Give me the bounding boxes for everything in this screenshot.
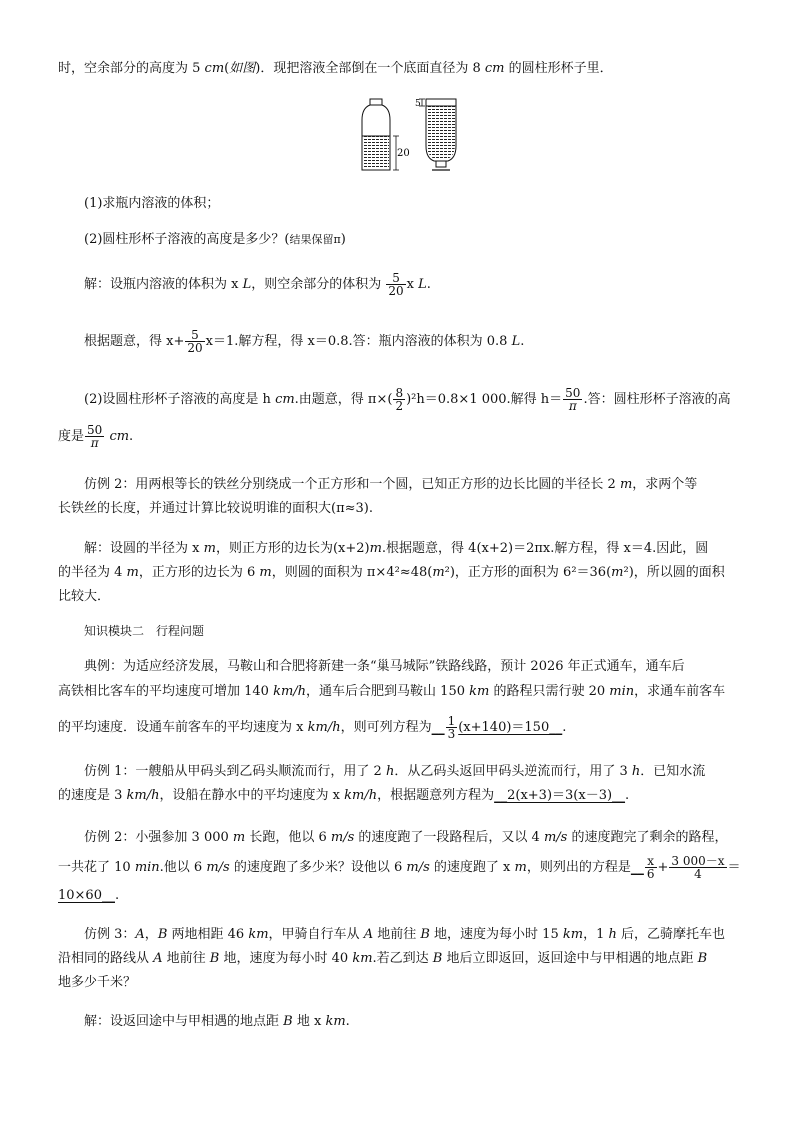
text: ， [144, 927, 158, 942]
text: ，则圆的面积为 π×4²≈48( [271, 565, 433, 580]
text: B [209, 951, 220, 966]
text: B [283, 1014, 293, 1029]
text: ．已知水流 [640, 764, 706, 779]
label-5: 5 [415, 99, 421, 109]
unit: cm [275, 392, 295, 407]
question-1: (1)求瓶内溶液的体积； [84, 196, 220, 211]
unit: km [469, 684, 490, 699]
text: ，甲骑自行车从 [268, 927, 364, 942]
text: A [135, 927, 145, 942]
text: 长跑，他以 6 [245, 830, 331, 845]
unit: L [511, 334, 521, 349]
unit: h [608, 927, 617, 942]
text: ，则可列方程为 [340, 720, 432, 735]
bottle-figure [352, 96, 470, 178]
fraction [563, 387, 582, 412]
text: 根据题意，得 x+ [84, 334, 185, 349]
intro-line [58, 60, 613, 78]
text: 如图 [229, 61, 256, 76]
text: .他以 6 [159, 860, 207, 875]
text: . [114, 888, 120, 903]
solution-line-3 [84, 387, 731, 412]
unit: m [259, 565, 272, 580]
question-2 [84, 231, 346, 249]
travel-example3-line-2 [58, 950, 707, 968]
unit: km [562, 927, 584, 942]
typical-example-line-2 [58, 683, 725, 701]
denominator: 4 [694, 867, 702, 881]
text: 的半径为 4 [58, 565, 127, 580]
text: ( [224, 61, 230, 76]
travel-example3-line-1 [84, 926, 725, 944]
numerator: 5 [185, 329, 204, 342]
answer-blank: __ [431, 720, 445, 735]
unit: km/h [273, 684, 307, 699]
text: 结果保留π [289, 233, 341, 246]
unit: cm [109, 429, 130, 444]
unit: L [242, 277, 252, 292]
text: 两地相距 46 [167, 927, 249, 942]
text: .根据题意，得 4(x+2)＝2πx.解方程，得 x＝4.因此，圆 [381, 541, 709, 556]
text: 时，空余部分的高度为 5 [58, 61, 205, 76]
text: 的速度跑了 x [429, 860, 515, 875]
answer-blank: __2(x+3)＝3(x－3)__ [494, 788, 626, 803]
numerator: x [645, 855, 657, 868]
text: .答：圆柱形杯子溶液的高 [583, 392, 731, 407]
unit: m [619, 477, 633, 492]
unit: m [232, 830, 246, 845]
text: . [426, 277, 431, 292]
bottle-inverted [426, 99, 456, 170]
numerator: 1 [447, 714, 456, 728]
travel-example3-solution [84, 1013, 350, 1031]
text: ，求两个等 [632, 477, 698, 492]
fraction [669, 855, 726, 880]
denominator: π [90, 436, 99, 450]
text: 的圆柱形杯子里． [504, 61, 613, 76]
text: 地 x [292, 1014, 326, 1029]
text: ，则列出的方程是 [526, 860, 631, 875]
unit: h [385, 764, 395, 779]
unit: h [631, 764, 641, 779]
text: ²)，正方形的面积为 6²＝36( [444, 565, 612, 580]
text: )²h＝0.8×1 000.解得 h＝ [406, 392, 563, 407]
example2-solution-1 [84, 540, 708, 558]
denominator: 20 [187, 341, 203, 355]
travel-example1-line-2 [58, 787, 629, 805]
text: ，1 [583, 927, 609, 942]
travel-example3-line-3: 地多少千米？ [58, 975, 137, 990]
unit: km/h [344, 788, 378, 803]
example2-line-2: 长铁丝的长度，并通过计算比较说明谁的面积大(π≈3). [58, 501, 373, 516]
text: B [157, 927, 168, 942]
text: 后，乙骑摩托车也 [616, 927, 725, 942]
solution-line-1 [84, 272, 431, 297]
text: 地前往 [373, 927, 421, 942]
unit: L [418, 277, 427, 292]
text: .由题意，得 π×( [294, 392, 393, 407]
numerator: 3 000－x [671, 854, 725, 868]
fraction [645, 855, 657, 880]
text: ．从乙码头返回甲码头逆流而行，用了 3 [394, 764, 632, 779]
unit: cm [484, 61, 505, 76]
unit: m/s [206, 860, 230, 875]
travel-example2-line-1 [84, 829, 727, 847]
text: ) [340, 232, 346, 247]
text: 度是 [58, 429, 85, 444]
text: 解：设瓶内溶液的体积为 x [84, 277, 243, 292]
denominator: 3 [447, 727, 456, 741]
unit: km [352, 951, 373, 966]
text: 地，速度为每小时 15 [429, 927, 563, 942]
text: 解：设圆的半径为 x [84, 541, 204, 556]
text: . [129, 429, 134, 444]
typical-example-line-3 [58, 715, 566, 740]
text: 地前往 [162, 951, 210, 966]
unit: km [325, 1014, 346, 1029]
text: ，则空余部分的体积为 [251, 277, 386, 292]
text: 仿例 3： [84, 927, 136, 942]
label-20: 20 [397, 148, 410, 159]
solution-line-2 [84, 329, 524, 354]
numerator: 50 [87, 423, 103, 437]
denominator: 6 [646, 867, 655, 881]
text: 的速度跑完了剩余的路程， [567, 830, 728, 845]
typical-example-line-1: 典例：为适应经济发展，马鞍山和合肥将新建一条“巢马城际”铁路线路，预计 2026 年正式通车，通车后 [84, 659, 685, 674]
text: ，设船在静水中的平均速度为 x [159, 788, 345, 803]
dimension-5 [415, 99, 425, 109]
text: 的速度跑了多少米？设他以 6 [229, 860, 407, 875]
answer-blank: 10×60__ [58, 888, 115, 903]
text: . [345, 1014, 350, 1029]
travel-example2-line-2 [58, 855, 741, 880]
text: 沿相同的路线从 [58, 951, 154, 966]
travel-example2-line-3 [58, 887, 119, 905]
unit: m [369, 541, 382, 556]
text: ，根据题意列方程为 [377, 788, 495, 803]
denominator: π [568, 399, 577, 413]
fraction [85, 424, 104, 449]
text: x＝1.解方程，得 x＝0.8.答：瓶内溶液的体积为 0.8 [205, 334, 512, 349]
example2-solution-3: 比较大． [58, 589, 111, 604]
text: ，则正方形的边长为(x+2) [215, 541, 370, 556]
text: 的平均速度．设通车前客车的平均速度为 x [58, 720, 308, 735]
text: ，正方形的边长为 6 [138, 565, 260, 580]
text: A [363, 927, 374, 942]
text: 的速度跑了一段路程后，又以 4 [354, 830, 544, 845]
unit: m [203, 541, 216, 556]
text: . [520, 334, 525, 349]
unit: m [514, 860, 527, 875]
text: A [153, 951, 163, 966]
fraction [393, 387, 405, 412]
example2-solution-2 [58, 564, 725, 582]
dimension-20 [393, 136, 410, 170]
text: 地，速度为每小时 40 [219, 951, 353, 966]
unit: km [248, 927, 269, 942]
fraction [185, 329, 204, 354]
numerator: 5 [386, 272, 405, 285]
text: 仿例 2：小强参加 3 000 [84, 830, 233, 845]
denominator: 2 [395, 399, 404, 413]
text: 仿例 1：一艘船从甲码头到乙码头顺流而行，用了 2 [84, 764, 386, 779]
text: x [406, 277, 419, 292]
text: 仿例 2：用两根等长的铁丝分别绕成一个正方形和一个圆，已知正方形的边长比圆的半径长 2 [84, 477, 620, 492]
text: 解：设返回途中与甲相遇的地点距 [84, 1014, 284, 1029]
unit: m [126, 565, 139, 580]
text: ，求通车前客车 [634, 684, 726, 699]
unit: min [134, 860, 160, 875]
text: 的路程只需行驶 20 [489, 684, 610, 699]
text: . [562, 720, 567, 735]
unit: min [609, 684, 635, 699]
text: B [432, 951, 443, 966]
unit: m [611, 565, 624, 580]
unit: km/h [307, 720, 341, 735]
text: (2)圆柱形杯子溶液的高度是多少？( [84, 232, 290, 247]
text: (2)设圆柱形杯子溶液的高度是 h [84, 392, 276, 407]
text: ²)，所以圆的面积 [623, 565, 725, 580]
text: )．现把溶液全部倒在一个底面直径为 8 [255, 61, 485, 76]
unit: m/s [543, 830, 568, 845]
text: 地后立即返回，返回途中与甲相遇的地点距 [442, 951, 698, 966]
fraction [446, 715, 458, 740]
text: .若乙到达 [372, 951, 433, 966]
text: . [625, 788, 630, 803]
text: B [697, 951, 708, 966]
answer-blank: (x+140)＝150__ [458, 720, 563, 735]
text: ＝ [727, 860, 741, 875]
text: 高铁相比客车的平均速度可增加 140 [58, 684, 274, 699]
text: 一共花了 10 [58, 860, 135, 875]
unit: km/h [126, 788, 160, 803]
unit: m/s [406, 860, 430, 875]
solution-line-3b [58, 424, 133, 449]
fraction [386, 272, 405, 297]
unit: cm [204, 61, 225, 76]
text: B [420, 927, 430, 942]
travel-example1-line-1 [84, 763, 705, 781]
text: 的速度是 3 [58, 788, 127, 803]
bottle-upright [362, 99, 390, 170]
answer-blank: __ [630, 860, 644, 875]
text: ，通车后合肥到马鞍山 150 [306, 684, 470, 699]
numerator: 8 [395, 386, 404, 400]
unit: m [432, 565, 445, 580]
denominator: 20 [388, 284, 404, 298]
module-heading: 知识模块二 行程问题 [84, 624, 205, 638]
numerator: 50 [565, 386, 581, 400]
unit: m/s [330, 830, 355, 845]
text: + [657, 860, 669, 875]
example2-line-1 [84, 476, 697, 494]
